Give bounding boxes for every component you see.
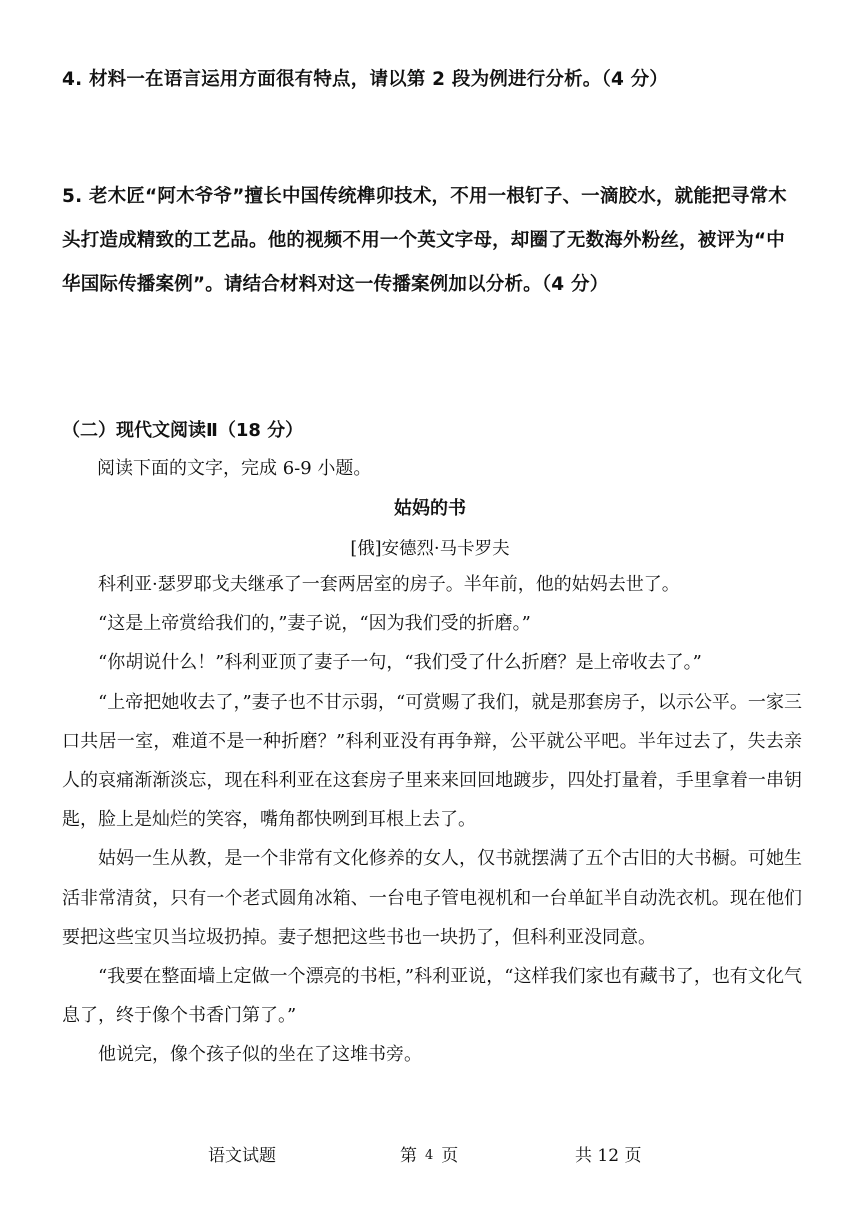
footer-total-pages: 共 12 页 <box>575 1146 642 1166</box>
question-5: 5. 老木匠“阿木爷爷”擅长中国传统榫卯技术，不用一根钉子、一滴胶水，就能把寻常木头打造成精致的工艺品。他的视频不用一个英文字母，却圈了无数海外粉丝，被评为“中华国际传播案例”。请结合材料对这一传播案例加以分析。（4 分） <box>62 186 787 295</box>
page-number: 4 <box>425 1148 434 1163</box>
story-author: [俄]安德烈·马卡罗夫 <box>350 539 510 559</box>
story-paragraph: “我要在整面墙上定做一个漂亮的书柜，”科利亚说，“这样我们家也有藏书了，也有文化气息了，终于像个书香门第了。” <box>62 966 802 1027</box>
footer-subject: 语文试题 <box>208 1146 276 1166</box>
story-paragraph: “上帝把她收去了，”妻子也不甘示弱，“可赏赐了我们，就是那套房子，以示公平。一家三口共居一室，难道不是一种折磨？”科利亚没有再争辩，公平就公平吧。半年过去了，失去亲人的哀痛渐渐淡忘，现在科利亚在这套房子里来来回回地踱步，四处打量着，手里拿着一串钥匙，脸上是灿烂的笑容，嘴角都快咧到耳根上去了。 <box>62 691 802 831</box>
story-paragraph: 姑妈一生从教，是一个非常有文化修养的女人，仅书就摆满了五个古旧的大书橱。可她生活非常清贫，只有一个老式圆角冰箱、一台电子管电视机和一台单缸半自动洗衣机。现在他们要把这些宝贝当垃圾扔掉。妻子想把这些书也一块扔了，但科利亚没同意。 <box>62 848 802 948</box>
section-heading: （二）现代文阅读Ⅱ（18 分） <box>62 420 304 441</box>
story-paragraph: 科利亚·瑟罗耶戈夫继承了一套两居室的房子。半年前，他的姑妈去世了。 <box>98 574 680 595</box>
story-paragraph: “这是上帝赏给我们的，”妻子说，“因为我们受的折磨。” <box>98 613 531 635</box>
footer-page-number <box>400 1138 458 1174</box>
story-title: 姑妈的书 <box>394 498 466 519</box>
page-prefix: 第 <box>400 1146 417 1166</box>
story-paragraph: 他说完，像个孩子似的坐在了这堆书旁。 <box>98 1044 422 1066</box>
reading-instruction: 阅读下面的文字，完成 6-9 小题。 <box>97 458 372 479</box>
question-4: 4. 材料一在语言运用方面很有特点，请以第 2 段为例进行分析。（4 分） <box>62 69 669 90</box>
page-suffix: 页 <box>441 1146 459 1166</box>
story-paragraph: “你胡说什么！”科利亚顶了妻子一句，“我们受了什么折磨？是上帝收去了。” <box>98 652 702 674</box>
story-body <box>62 565 802 1075</box>
